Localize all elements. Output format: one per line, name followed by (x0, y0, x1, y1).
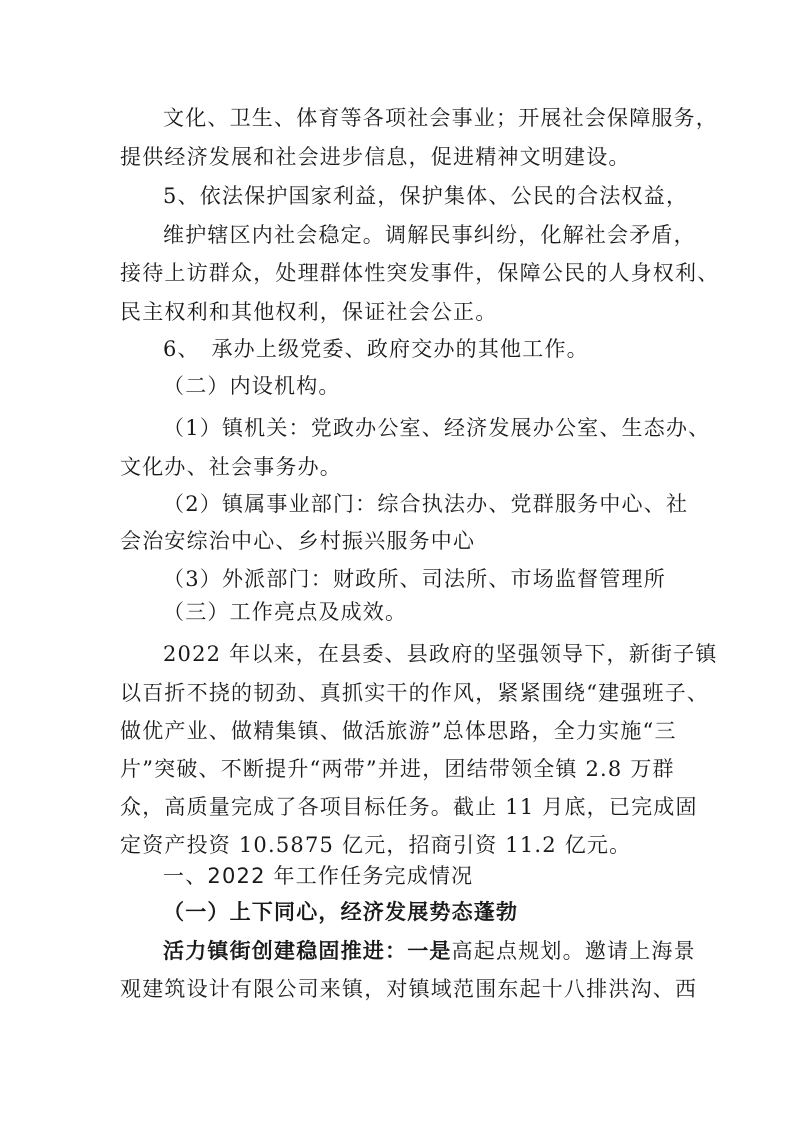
paragraph-line: （1）镇机关：党政办公室、经济发展办公室、生态办、 (163, 416, 711, 440)
paragraph-line: 会治安综治中心、乡村振兴服务中心 (120, 529, 476, 553)
paragraph-line: 5、依法保护国家利益，保护集体、公民的合法权益， (163, 184, 689, 208)
chapter-heading: 一、2022 年工作任务完成情况 (163, 864, 474, 888)
paragraph-line: 以百折不挠的韧劲、真抓实干的作风，紧紧围绕“建强班子、 (120, 681, 710, 705)
paragraph-line: 提供经济发展和社会进步信息，促进精神文明建设。 (120, 145, 631, 169)
paragraph-line: 众，高质量完成了各项目标任务。截止 11 月底，已完成固 (120, 795, 698, 819)
paragraph-line: 民主权利和其他权利，保证社会公正。 (120, 300, 498, 324)
paragraph-line: 6、 承办上级党委、政府交办的其他工作。 (163, 337, 589, 361)
lead-text: 高起点规划。 (451, 939, 585, 963)
paragraph-line: 文化、卫生、体育等各项社会事业；开展社会保障服务， (163, 106, 718, 130)
section-heading: （三）工作亮点及成效。 (163, 600, 408, 624)
lead-rest: 邀请上海景 (584, 939, 696, 963)
paragraph-line: 观建筑设计有限公司来镇，对镇域范围东起十八排洪沟、西 (120, 977, 698, 1001)
paragraph-line: 接待上访群众，处理群体性突发事件，保障公民的人身权利、 (120, 261, 720, 285)
paragraph-line: （2）镇属事业部门：综合执法办、党群服务中心、社 (163, 492, 689, 516)
section-heading: （二）内设机构。 (163, 374, 341, 398)
paragraph-line: 片”突破、不断提升“两带”并进，团结带领全镇 2.8 万群 (120, 757, 675, 781)
paragraph-line: 做优产业、做精集镇、做活旅游”总体思路，全力实施“三 (120, 719, 677, 743)
lead-first: 一是 (407, 939, 452, 963)
paragraph-line: 2022 年以来，在县委、县政府的坚强领导下，新街子镇 (163, 642, 718, 666)
paragraph-line: 定资产投资 10.5875 亿元，招商引资 11.2 亿元。 (120, 833, 632, 857)
paragraph-line: 文化办、社会事务办。 (120, 455, 342, 479)
subsection-heading: （一）上下同心，经济发展势态蓬勃 (163, 899, 519, 924)
lead-label: 活力镇街创建稳固推进： (163, 939, 408, 963)
paragraph-line: （3）外派部门：财政所、司法所、市场监督管理所 (163, 567, 666, 591)
paragraph-line: 维护辖区内社会稳定。调解民事纠纷，化解社会矛盾， (163, 223, 696, 247)
paragraph-line (163, 936, 696, 966)
